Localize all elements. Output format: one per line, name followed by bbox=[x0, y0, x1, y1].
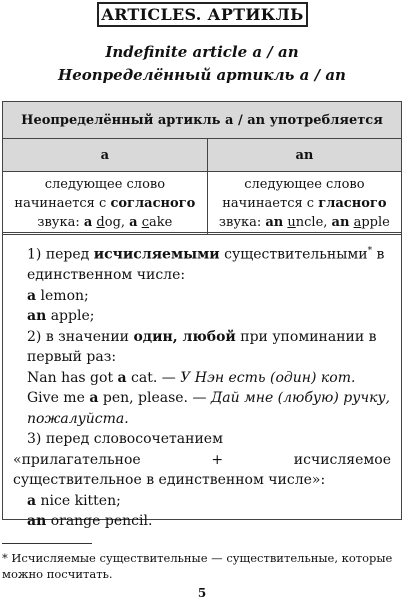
an-description bbox=[207, 172, 401, 235]
rule-1-example-2: an apple; bbox=[27, 308, 95, 325]
footnote-divider bbox=[2, 543, 92, 544]
column-a: a bbox=[3, 139, 208, 172]
table-heading: Неопределённый артикль a / an употребляется bbox=[3, 102, 402, 139]
page-header-title: ARTICLES. АРТИКЛЬ bbox=[97, 2, 308, 27]
table-description-row bbox=[3, 172, 402, 235]
a-desc-line2: начинается с согласного bbox=[14, 195, 196, 211]
a-description bbox=[3, 172, 208, 235]
an-desc-line3: звука: an uncle, an apple bbox=[218, 214, 390, 230]
rule-3-pattern: «прилагательное + исчисляемое существительное в единственном числе»: bbox=[13, 451, 391, 489]
rule-3: 3) перед словосочетанием bbox=[27, 431, 223, 448]
page-number: 5 bbox=[197, 586, 207, 600]
rule-2: 2) в значении один, любой при упоминании в первый раз: bbox=[27, 328, 377, 366]
rule-1: 1) перед исчисляемыми существительными* в единственном числе: bbox=[27, 246, 385, 284]
rule-2-example-2: Give me a pen, please. — Дай мне (любую) ручку, пожалуйста. bbox=[27, 390, 391, 427]
column-an: an bbox=[207, 139, 401, 172]
table-column-row bbox=[3, 139, 402, 172]
subtitle-russian: Неопределённый артикль a / an bbox=[58, 66, 346, 84]
an-desc-line1: следующее слово bbox=[244, 176, 365, 192]
footnote: * Исчисляемые существительные — существительные, которые можно посчитать. bbox=[2, 551, 393, 581]
rule-3-example-1: a nice kitten; bbox=[27, 492, 121, 509]
rule-3-example-2: an orange pencil. bbox=[27, 513, 153, 530]
usage-table bbox=[2, 101, 402, 235]
subtitle-english: Indefinite article a / an bbox=[105, 43, 299, 61]
table-heading-row bbox=[3, 102, 402, 139]
a-desc-line1: следующее слово bbox=[44, 176, 166, 192]
an-desc-line2: начинается с гласного bbox=[222, 195, 387, 211]
usage-rules-box bbox=[2, 232, 402, 530]
rule-1-example-1: a lemon; bbox=[27, 287, 89, 304]
a-desc-line3: звука: a dog, a cake bbox=[37, 214, 173, 230]
rule-2-example-1: Nan has got a cat. — У Нэн есть (один) кот. bbox=[27, 369, 356, 386]
